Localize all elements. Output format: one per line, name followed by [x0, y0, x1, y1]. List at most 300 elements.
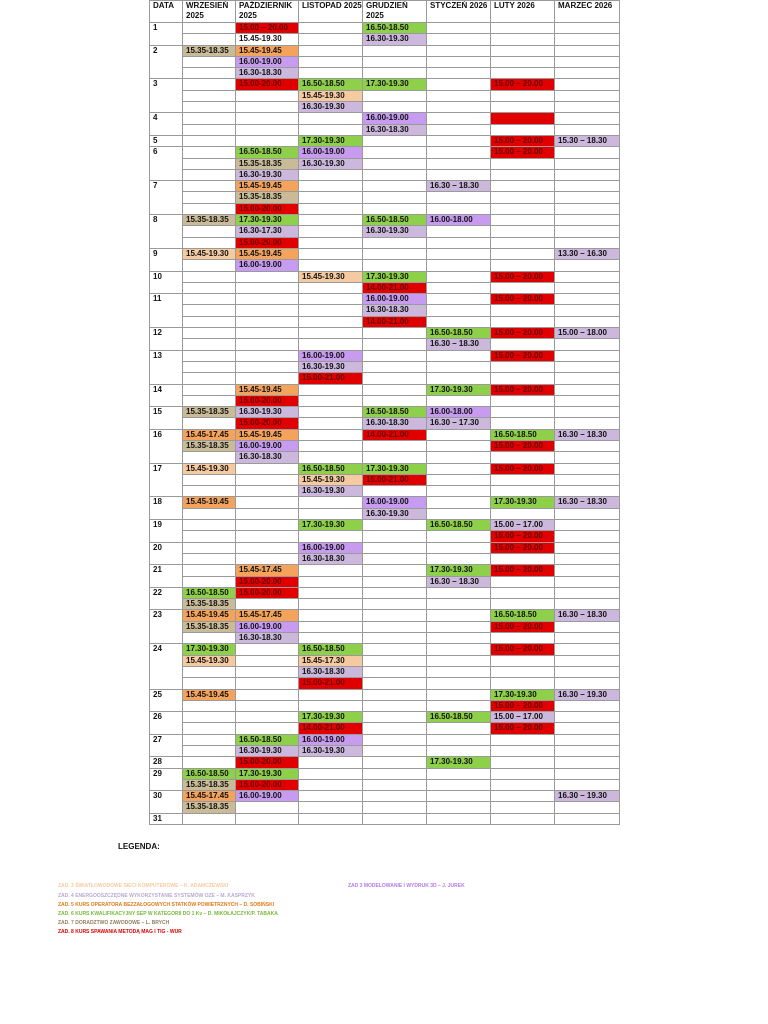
empty-cell — [236, 113, 299, 124]
session-cell: 16.30-19.30 — [299, 486, 363, 497]
table-row — [150, 429, 620, 440]
empty-cell — [555, 633, 620, 644]
empty-cell — [183, 813, 236, 824]
empty-cell — [299, 328, 363, 339]
empty-cell — [555, 407, 620, 418]
session-cell: 15.45-19.45 — [236, 429, 299, 440]
empty-cell — [299, 23, 363, 34]
empty-cell — [427, 734, 491, 745]
legend-item: ZAD. 5 KURS OPERATORA BEZZAŁOGOWYCH STATKÓW POWIETRZNYCH – D. SOBIŃSKI — [58, 902, 275, 908]
empty-cell — [183, 373, 236, 384]
session-cell: 16.50-18.50 — [427, 712, 491, 723]
empty-cell — [491, 361, 555, 372]
empty-cell — [427, 56, 491, 67]
day-cell: 13 — [150, 350, 183, 384]
empty-cell — [491, 68, 555, 79]
empty-cell — [183, 169, 236, 180]
table-row — [150, 215, 620, 226]
session-cell: 15.45-19.45 — [183, 497, 236, 508]
day-cell: 24 — [150, 644, 183, 689]
empty-cell — [299, 248, 363, 259]
session-cell: 16.30 – 19.30 — [555, 791, 620, 802]
session-cell: 15.45-17.45 — [236, 565, 299, 576]
schedule-table — [149, 0, 620, 825]
table-row — [150, 486, 620, 497]
empty-cell — [363, 712, 427, 723]
session-cell: 16.50-18.50 — [299, 79, 363, 90]
empty-cell — [299, 621, 363, 632]
day-cell: 8 — [150, 215, 183, 249]
table-row — [150, 565, 620, 576]
session-cell: 15.00-20.00 — [236, 237, 299, 248]
empty-cell — [555, 169, 620, 180]
table-row — [150, 599, 620, 610]
empty-cell — [555, 813, 620, 824]
empty-cell — [236, 486, 299, 497]
table-row — [150, 576, 620, 587]
session-cell: 16.30-19.30 — [236, 169, 299, 180]
empty-cell — [363, 757, 427, 768]
empty-cell — [183, 328, 236, 339]
day-cell: 3 — [150, 79, 183, 113]
table-row — [150, 757, 620, 768]
session-cell: 15.00-21.00 — [299, 678, 363, 689]
empty-cell — [363, 102, 427, 113]
empty-cell — [236, 328, 299, 339]
empty-cell — [427, 147, 491, 158]
empty-cell — [491, 779, 555, 790]
empty-cell — [363, 542, 427, 553]
session-cell: 15.45-19.45 — [183, 689, 236, 700]
empty-cell — [183, 316, 236, 327]
empty-cell — [236, 508, 299, 519]
empty-cell — [427, 294, 491, 305]
empty-cell — [299, 791, 363, 802]
empty-cell — [299, 418, 363, 429]
day-cell: 5 — [150, 135, 183, 146]
empty-cell — [555, 508, 620, 519]
header-row — [150, 1, 620, 23]
session-cell: 15.45-19.45 — [236, 45, 299, 56]
session-cell: 15.00-20.00 — [236, 203, 299, 214]
empty-cell — [299, 757, 363, 768]
empty-cell — [555, 700, 620, 711]
empty-cell — [236, 305, 299, 316]
empty-cell — [299, 124, 363, 135]
empty-cell — [427, 350, 491, 361]
empty-cell — [427, 463, 491, 474]
session-cell: 16.30 – 18.30 — [427, 339, 491, 350]
empty-cell — [363, 621, 427, 632]
session-cell: 16.50-18.50 — [236, 147, 299, 158]
empty-cell — [236, 339, 299, 350]
empty-cell — [491, 56, 555, 67]
empty-cell — [555, 158, 620, 169]
session-cell: 16.00-19.00 — [299, 147, 363, 158]
empty-cell — [427, 474, 491, 485]
empty-cell — [363, 328, 427, 339]
empty-cell — [299, 497, 363, 508]
table-row — [150, 395, 620, 406]
table-row — [150, 203, 620, 214]
session-cell: 16.30-19.30 — [363, 226, 427, 237]
empty-cell — [555, 68, 620, 79]
day-cell: 21 — [150, 565, 183, 588]
session-cell: 15.00 – 20.00 — [491, 644, 555, 655]
session-cell: 15.35-18.35 — [183, 599, 236, 610]
empty-cell — [236, 271, 299, 282]
empty-cell — [555, 463, 620, 474]
legend-item: ZAD 3 MODELOWANIE I WYDRUK 3D – J. JUREK — [348, 883, 465, 889]
session-cell: 16.30-18.30 — [363, 418, 427, 429]
table-row — [150, 361, 620, 372]
table-row — [150, 610, 620, 621]
empty-cell — [236, 712, 299, 723]
empty-cell — [183, 226, 236, 237]
session-cell: 16.30 – 18.30 — [555, 429, 620, 440]
empty-cell — [299, 203, 363, 214]
table-row — [150, 407, 620, 418]
session-cell: 14.00-21.00 — [363, 429, 427, 440]
empty-cell — [363, 678, 427, 689]
empty-cell — [236, 723, 299, 734]
session-cell: 16.00-18.00 — [427, 407, 491, 418]
session-cell: 15.45-19.45 — [183, 610, 236, 621]
empty-cell — [363, 237, 427, 248]
empty-cell — [236, 294, 299, 305]
session-cell: 16.50-18.50 — [183, 768, 236, 779]
session-cell: 15.00 – 20.00 — [491, 294, 555, 305]
empty-cell — [236, 373, 299, 384]
empty-cell — [363, 350, 427, 361]
empty-cell — [427, 791, 491, 802]
table-row — [150, 655, 620, 666]
empty-cell — [183, 34, 236, 45]
session-cell: 15.45-19.45 — [236, 384, 299, 395]
session-cell — [491, 113, 555, 124]
session-cell: 16.00-19.00 — [236, 260, 299, 271]
empty-cell — [555, 474, 620, 485]
session-cell: 15.00 – 18.00 — [555, 328, 620, 339]
header-cell: LUTY 2026 — [491, 1, 555, 23]
empty-cell — [427, 610, 491, 621]
empty-cell — [555, 305, 620, 316]
header-cell: GRUDZIEŃ 2025 — [363, 1, 427, 23]
session-cell: 16.50-18.50 — [363, 407, 427, 418]
empty-cell — [427, 553, 491, 564]
session-cell: 16.30-19.30 — [299, 158, 363, 169]
empty-cell — [491, 508, 555, 519]
session-cell: 15.45-19.30 — [183, 463, 236, 474]
empty-cell — [236, 520, 299, 531]
session-cell: 16.30-18.30 — [363, 305, 427, 316]
empty-cell — [427, 678, 491, 689]
empty-cell — [555, 192, 620, 203]
empty-cell — [555, 452, 620, 463]
empty-cell — [183, 294, 236, 305]
table-row — [150, 779, 620, 790]
empty-cell — [491, 599, 555, 610]
empty-cell — [299, 192, 363, 203]
table-row — [150, 271, 620, 282]
empty-cell — [555, 440, 620, 451]
session-cell: 17.30-19.30 — [236, 768, 299, 779]
empty-cell — [183, 192, 236, 203]
session-cell: 15.00 – 20.00 — [491, 79, 555, 90]
session-cell: 16.00-19.00 — [236, 440, 299, 451]
empty-cell — [183, 734, 236, 745]
empty-cell — [236, 463, 299, 474]
day-cell: 14 — [150, 384, 183, 407]
session-cell: 15.00 – 17.00 — [491, 520, 555, 531]
empty-cell — [183, 486, 236, 497]
empty-cell — [491, 768, 555, 779]
empty-cell — [236, 666, 299, 677]
empty-cell — [183, 474, 236, 485]
day-cell: 27 — [150, 734, 183, 757]
session-cell: 16.30-19.30 — [363, 508, 427, 519]
empty-cell — [491, 373, 555, 384]
empty-cell — [236, 350, 299, 361]
empty-cell — [555, 260, 620, 271]
empty-cell — [491, 305, 555, 316]
day-cell: 9 — [150, 248, 183, 271]
empty-cell — [299, 633, 363, 644]
session-cell: 16.50-18.50 — [236, 734, 299, 745]
empty-cell — [183, 68, 236, 79]
empty-cell — [555, 779, 620, 790]
empty-cell — [555, 418, 620, 429]
session-cell: 16.50-18.50 — [363, 215, 427, 226]
session-cell: 15.45-19.30 — [183, 655, 236, 666]
table-row — [150, 56, 620, 67]
empty-cell — [491, 553, 555, 564]
session-cell: 15.00-20.00 — [236, 587, 299, 598]
empty-cell — [363, 260, 427, 271]
empty-cell — [427, 813, 491, 824]
table-row — [150, 102, 620, 113]
empty-cell — [427, 542, 491, 553]
empty-cell — [555, 553, 620, 564]
table-row — [150, 282, 620, 293]
session-cell: 13.30 – 16.30 — [555, 248, 620, 259]
empty-cell — [363, 553, 427, 564]
empty-cell — [363, 45, 427, 56]
session-cell: 16.30-19.30 — [236, 746, 299, 757]
legend-item: ZAD. 8 KURS SPAWANIA METODĄ MAG I TIG - WUR — [58, 929, 182, 935]
session-cell: 15.00 – 20.00 — [491, 723, 555, 734]
empty-cell — [299, 34, 363, 45]
empty-cell — [363, 791, 427, 802]
table-row — [150, 169, 620, 180]
legend-item: ZAD. 4 ENERGOOSZCZĘDNE WYKORZYSTANIE SYSTEMÓW OZE – M. KASPRZYK — [58, 893, 255, 899]
day-cell: 26 — [150, 712, 183, 735]
header-cell: WRZESIEŃ 2025 — [183, 1, 236, 23]
empty-cell — [363, 395, 427, 406]
empty-cell — [183, 260, 236, 271]
empty-cell — [299, 294, 363, 305]
empty-cell — [555, 282, 620, 293]
session-cell: 16.30 – 17.30 — [427, 418, 491, 429]
session-cell: 16.30-18.30 — [236, 68, 299, 79]
empty-cell — [236, 542, 299, 553]
table-row — [150, 294, 620, 305]
empty-cell — [491, 124, 555, 135]
session-cell: 16.30-19.30 — [363, 34, 427, 45]
session-cell: 16.30-18.30 — [299, 666, 363, 677]
empty-cell — [299, 339, 363, 350]
empty-cell — [555, 599, 620, 610]
empty-cell — [363, 181, 427, 192]
empty-cell — [363, 135, 427, 146]
table-row — [150, 68, 620, 79]
empty-cell — [427, 655, 491, 666]
empty-cell — [183, 113, 236, 124]
empty-cell — [183, 678, 236, 689]
empty-cell — [363, 339, 427, 350]
empty-cell — [363, 700, 427, 711]
empty-cell — [555, 576, 620, 587]
empty-cell — [236, 689, 299, 700]
empty-cell — [491, 203, 555, 214]
table-row — [150, 440, 620, 451]
table-row — [150, 791, 620, 802]
empty-cell — [363, 68, 427, 79]
empty-cell — [236, 813, 299, 824]
empty-cell — [183, 102, 236, 113]
session-cell: 16.50-18.50 — [183, 587, 236, 598]
session-cell: 15.35-18.35 — [236, 158, 299, 169]
empty-cell — [183, 384, 236, 395]
empty-cell — [427, 666, 491, 677]
empty-cell — [427, 621, 491, 632]
empty-cell — [363, 361, 427, 372]
day-cell: 17 — [150, 463, 183, 497]
empty-cell — [555, 734, 620, 745]
empty-cell — [491, 802, 555, 813]
session-cell: 17.30-19.30 — [363, 271, 427, 282]
session-cell: 15.00 – 20.00 — [491, 135, 555, 146]
session-cell: 17.30-19.30 — [491, 497, 555, 508]
day-cell: 18 — [150, 497, 183, 520]
table-row — [150, 339, 620, 350]
empty-cell — [363, 147, 427, 158]
empty-cell — [183, 542, 236, 553]
session-cell: 15.00-21.00 — [363, 474, 427, 485]
table-row — [150, 316, 620, 327]
empty-cell — [299, 700, 363, 711]
empty-cell — [491, 260, 555, 271]
empty-cell — [299, 587, 363, 598]
empty-cell — [555, 621, 620, 632]
empty-cell — [427, 34, 491, 45]
legend-item: ZAD. 3 ŚWIATŁOWODOWE SIECI KOMPUTEROWE – K. ADAMCZEWSKI — [58, 883, 229, 889]
session-cell: 16.50-18.50 — [299, 463, 363, 474]
empty-cell — [363, 531, 427, 542]
empty-cell — [236, 361, 299, 372]
empty-cell — [427, 248, 491, 259]
session-cell: 15.00-20.00 — [236, 395, 299, 406]
empty-cell — [491, 102, 555, 113]
session-cell: 15.35-18.35 — [183, 215, 236, 226]
table-row — [150, 124, 620, 135]
empty-cell — [236, 644, 299, 655]
empty-cell — [236, 102, 299, 113]
empty-cell — [427, 361, 491, 372]
session-cell: 14.00-21.00 — [363, 316, 427, 327]
day-cell: 2 — [150, 45, 183, 79]
table-row — [150, 305, 620, 316]
empty-cell — [555, 339, 620, 350]
empty-cell — [555, 34, 620, 45]
session-cell: 15.00 – 20.00 — [491, 440, 555, 451]
empty-cell — [491, 813, 555, 824]
empty-cell — [555, 23, 620, 34]
empty-cell — [299, 565, 363, 576]
session-cell: 15.00 – 20.00 — [491, 147, 555, 158]
empty-cell — [236, 553, 299, 564]
session-cell: 17.30-19.30 — [427, 757, 491, 768]
empty-cell — [491, 169, 555, 180]
empty-cell — [183, 90, 236, 101]
empty-cell — [427, 79, 491, 90]
table-row — [150, 508, 620, 519]
empty-cell — [363, 373, 427, 384]
empty-cell — [491, 734, 555, 745]
day-cell: 6 — [150, 147, 183, 181]
empty-cell — [427, 486, 491, 497]
empty-cell — [299, 802, 363, 813]
table-row — [150, 678, 620, 689]
empty-cell — [363, 576, 427, 587]
empty-cell — [555, 746, 620, 757]
empty-cell — [183, 520, 236, 531]
empty-cell — [427, 271, 491, 282]
table-row — [150, 350, 620, 361]
empty-cell — [299, 282, 363, 293]
empty-cell — [555, 56, 620, 67]
session-cell: 16.50-18.50 — [299, 644, 363, 655]
session-cell: 16.30-18.30 — [363, 124, 427, 135]
table-row — [150, 723, 620, 734]
session-cell: 16.30-18.30 — [236, 452, 299, 463]
empty-cell — [555, 802, 620, 813]
empty-cell — [299, 440, 363, 451]
legend-item: ZAD. 6 KURS KWALIFIKACYJNY SEP W KATEGORII DO 1 Kv – D. MIKOŁAJCZYK/P. TABAKA — [58, 911, 278, 917]
session-cell: 16.00-19.00 — [363, 294, 427, 305]
empty-cell — [183, 158, 236, 169]
empty-cell — [427, 373, 491, 384]
session-cell: 16.00-19.00 — [236, 621, 299, 632]
empty-cell — [183, 633, 236, 644]
empty-cell — [363, 169, 427, 180]
day-cell: 10 — [150, 271, 183, 294]
table-row — [150, 34, 620, 45]
empty-cell — [299, 395, 363, 406]
empty-cell — [183, 135, 236, 146]
session-cell: 16.30 – 18.30 — [555, 610, 620, 621]
session-cell: 16.30 – 19.30 — [555, 689, 620, 700]
empty-cell — [427, 395, 491, 406]
empty-cell — [299, 429, 363, 440]
session-cell: 17.30-19.30 — [299, 135, 363, 146]
empty-cell — [236, 802, 299, 813]
empty-cell — [555, 350, 620, 361]
session-cell: 15.00-20.00 — [236, 757, 299, 768]
session-cell: 17.30-19.30 — [299, 712, 363, 723]
empty-cell — [299, 452, 363, 463]
empty-cell — [183, 56, 236, 67]
